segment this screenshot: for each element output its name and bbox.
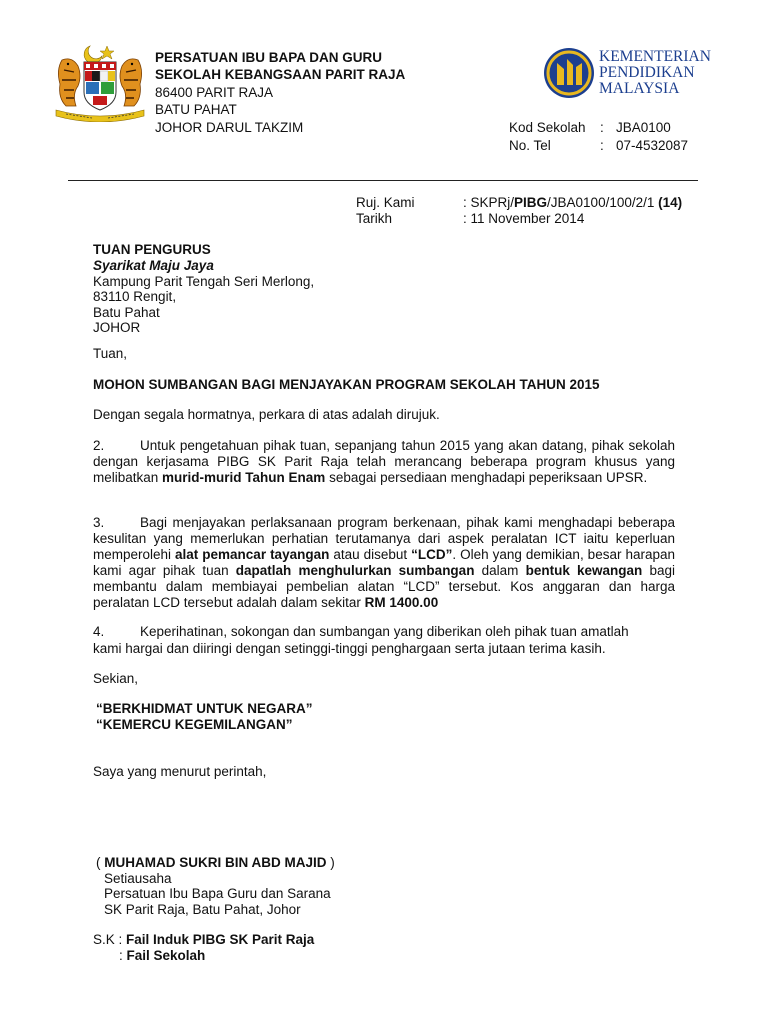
- paragraph-4-line-1: 4. Keperihatinan, sokongan dan sumbangan yang diberikan oleh pihak tuan amatlah: [93, 624, 629, 639]
- signatory-org: Persatuan Ibu Bapa Guru dan Sarana: [104, 886, 331, 901]
- paragraph-3: 3. Bagi menjayakan perlaksanaan program berkenaan, pihak kami menghadapi beberapa kesulitan yang memerlukan perhatian terutamanya dari aspek peralatan ICT iaitu keperluan memperolehi alat pemancar tayangan atau disebut “LCD”. Oleh yang demikian, besar harapan kami agar pihak tuan dapatlah menghulurkan sumbangan dalam bentuk kewangan bagi membantu dalam membiayai pembelian alatan “LCD” tersebut. Kos anggaran dan harga peralatan LCD tersebut adalah dalam sekitar RM 1400.00: [93, 515, 675, 610]
- kod-sekolah-colon: :: [600, 120, 604, 135]
- subject-line: MOHON SUMBANGAN BAGI MENJAYAKAN PROGRAM SEKOLAH TAHUN 2015: [93, 377, 600, 392]
- tarikh-label: Tarikh: [356, 211, 393, 226]
- recipient-address-1: Kampung Parit Tengah Seri Merlong,: [93, 274, 315, 289]
- cc-line-1: S.K : Fail Induk PIBG SK Parit Raja: [93, 932, 315, 947]
- header-divider: [68, 180, 698, 181]
- cc-line-2: : Fail Sekolah: [119, 948, 206, 963]
- recipient-title: TUAN PENGURUS: [93, 242, 211, 257]
- org-name-line-1: PERSATUAN IBU BAPA DAN GURU: [155, 50, 383, 65]
- address-line-1: 86400 PARIT RAJA: [155, 85, 274, 100]
- ministry-wordmark: [599, 49, 711, 97]
- recipient-company: Syarikat Maju Jaya: [93, 258, 214, 273]
- recipient-address-3: Batu Pahat: [93, 305, 160, 320]
- ruj-label: Ruj. Kami: [356, 195, 415, 210]
- ministry-line-2: PENDIDIKAN: [599, 64, 695, 81]
- signatory-school: SK Parit Raja, Batu Pahat, Johor: [104, 902, 301, 917]
- motto-1: “BERKHIDMAT UNTUK NEGARA”: [96, 701, 313, 716]
- org-name-line-2: SEKOLAH KEBANGSAAN PARIT RAJA: [155, 67, 406, 82]
- recipient-address-2: 83110 Rengit,: [93, 289, 177, 304]
- address-line-3: JOHOR DARUL TAKZIM: [155, 120, 304, 135]
- tel-value: 07-4532087: [616, 138, 689, 153]
- ministry-line-1: KEMENTERIAN: [599, 48, 711, 65]
- address-line-2: BATU PAHAT: [155, 102, 237, 117]
- recipient-address-4: JOHOR: [93, 320, 141, 335]
- paragraph-4-number: 4.: [93, 624, 105, 639]
- tarikh-value: : 11 November 2014: [463, 211, 585, 226]
- kpm-emblem-logo: [543, 47, 595, 99]
- opening-paragraph: Dengan segala hormatnya, perkara di atas adalah dirujuk.: [93, 407, 440, 422]
- ministry-line-3: MALAYSIA: [599, 80, 680, 97]
- kod-sekolah-label: Kod Sekolah: [509, 120, 586, 135]
- paragraph-2-number: 2.: [93, 438, 105, 453]
- tel-colon: :: [600, 138, 604, 153]
- salutation: Tuan,: [93, 346, 128, 361]
- signoff: Saya yang menurut perintah,: [93, 764, 267, 779]
- paragraph-2: 2. Untuk pengetahuan pihak tuan, sepanjang tahun 2015 yang akan datang, pihak sekolah dengan kerjasama PIBG SK Parit Raja telah merancang beberapa program khusus yang melibatkan murid-murid Tahun Enam sebagai persediaan menghadapi peperiksaan UPSR.: [93, 438, 675, 485]
- signatory-name: ( MUHAMAD SUKRI BIN ABD MAJID ): [96, 855, 335, 870]
- kod-sekolah-value: JBA0100: [616, 120, 671, 135]
- ruj-value: : SKPRj/PIBG/JBA0100/100/2/1 (14): [463, 195, 683, 210]
- tel-label: No. Tel: [509, 138, 551, 153]
- signatory-title: Setiausaha: [104, 871, 172, 886]
- motto-2: “KEMERCU KEGEMILANGAN”: [96, 717, 293, 732]
- paragraph-4-line-2: kami hargai dan diiringi dengan setinggi-tinggi penghargaan serta jutaan terima kasih.: [93, 641, 606, 656]
- coat-of-arms-logo: [52, 40, 148, 122]
- closing: Sekian,: [93, 671, 139, 686]
- paragraph-3-number: 3.: [93, 515, 105, 530]
